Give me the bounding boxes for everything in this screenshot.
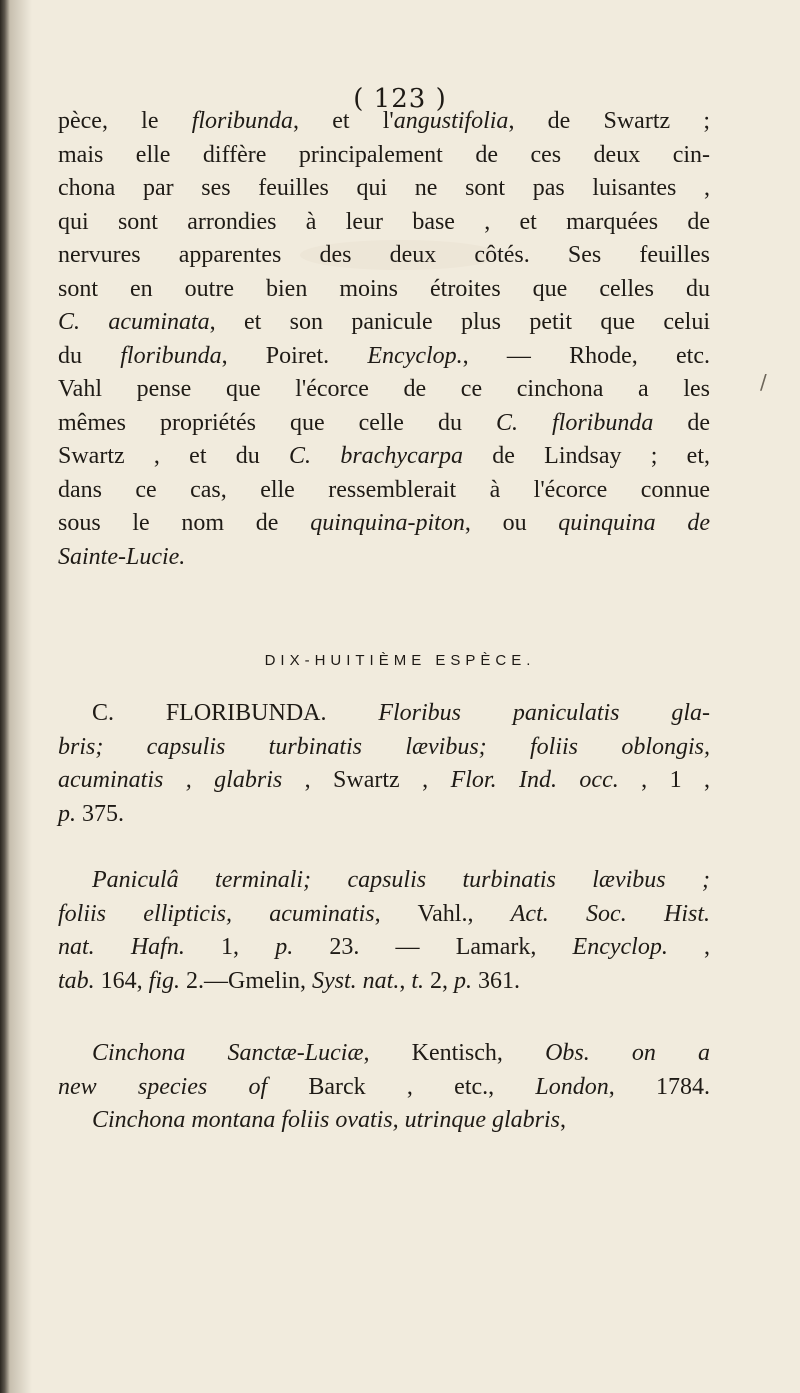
text-run: 1, (184, 934, 276, 960)
text-run: 2.—Gmelin, (180, 967, 313, 994)
text-run: , — Rhode, etc. (462, 342, 711, 369)
text-line (58, 139, 710, 173)
text-run: , (560, 1107, 567, 1133)
italic-run: quinquina-piton (310, 510, 465, 536)
text-run: mêmes propriétés que celle du (58, 409, 496, 436)
text-run: C. FLORIBUNDA. (92, 700, 379, 726)
italic-run: angustifolia (393, 108, 509, 134)
italic-run: nat. Hafn. (58, 934, 185, 960)
text-run: de (653, 409, 711, 436)
text-run: , et l' (293, 108, 394, 134)
text-run: mais elle diffère principalement de ces deux cin- (58, 141, 710, 168)
text-run: Vahl pense que l'écorce de ce cinchona a les (58, 376, 710, 402)
italic-run: bris; capsulis turbinatis lævibus; foliis oblongis, (58, 733, 710, 760)
text-line (58, 864, 710, 898)
text-run: , 1 , (618, 767, 711, 793)
text-line (58, 898, 710, 932)
italic-run: Encyclop. (572, 934, 668, 960)
text-line (58, 172, 710, 206)
italic-run: Obs. on a (545, 1040, 711, 1066)
citation-montana (58, 1104, 710, 1138)
italic-run: p. (454, 967, 473, 994)
text-run: , 1784. (608, 1073, 710, 1100)
text-run: Barck , etc., (267, 1073, 536, 1100)
text-line (58, 440, 710, 474)
page-number: ( 123 ) (353, 84, 447, 114)
paragraph-description (58, 105, 710, 574)
text-line (58, 731, 710, 765)
italic-run: C. brachycarpa (289, 443, 463, 469)
text-line (58, 541, 710, 575)
text-line (58, 474, 710, 508)
italic-run: Syst. nat. (312, 967, 400, 994)
italic-run: p. (275, 934, 294, 960)
text-run: du (58, 342, 121, 369)
citation-vahl (58, 864, 710, 998)
italic-run: London (535, 1073, 609, 1100)
italic-run: Cinchona montana foliis ovatis, utrinque glabris (92, 1107, 561, 1133)
margin-mark: / (760, 370, 767, 394)
italic-run: tab. (58, 967, 95, 994)
text-line (58, 1071, 710, 1105)
text-run: , (667, 934, 711, 960)
text-run: , Kentisch, (363, 1040, 546, 1066)
citation-kentisch (58, 1037, 710, 1104)
text-run: sous le nom de (58, 510, 311, 536)
text-line (58, 407, 710, 441)
text-line (58, 764, 710, 798)
gutter-shadow (10, 0, 32, 1393)
section-heading: DIX-HUITIÈME ESPÈCE. (264, 652, 536, 669)
text-run: dans ce cas, elle ressemblerait à l'écorce connue (58, 476, 710, 503)
text-run: , Swartz , (282, 767, 451, 793)
italic-run: new species of (58, 1073, 268, 1100)
text-line (58, 1037, 710, 1071)
text-line (58, 340, 710, 374)
text-line (58, 239, 710, 273)
italic-run: C. floribunda (495, 409, 654, 436)
italic-run: Flor. Ind. occ. (450, 767, 619, 793)
italic-run: Paniculâ terminali; capsulis turbinatis lævibus ; (92, 867, 710, 893)
text-line (58, 105, 710, 139)
text-run: qui sont arrondies à leur base , et marquées de (58, 208, 710, 235)
text-line (58, 965, 710, 999)
text-run: chona par ses feuilles qui ne sont pas luisantes , (58, 175, 710, 201)
text-run: pèce, le (58, 108, 192, 134)
text-run: 23. — Lamark, (293, 934, 573, 960)
text-line (58, 697, 710, 731)
text-line (58, 931, 710, 965)
italic-run: C. acuminata (58, 309, 210, 335)
italic-run: foliis ellipticis, acuminatis (58, 900, 375, 927)
italic-run: Floribus paniculatis gla- (378, 700, 710, 726)
text-run: , ou (464, 510, 559, 536)
text-run: , Vahl., (374, 900, 511, 927)
italic-run: quinquina de (558, 510, 710, 536)
text-line (58, 1104, 710, 1138)
italic-run: floribunda (191, 108, 294, 134)
text-run: 2, (424, 967, 455, 994)
text-run: , et son panicule plus petit que celui (209, 309, 710, 335)
italic-run: p. (58, 800, 76, 827)
text-run: de Lindsay ; et, (462, 443, 710, 469)
text-run: , Poiret. (221, 342, 368, 369)
italic-run: Encyclop. (367, 342, 463, 369)
italic-run: Cinchona Sanctæ-Luciæ (92, 1040, 364, 1066)
book-gutter (0, 0, 10, 1393)
italic-run: floribunda (120, 342, 222, 369)
text-line (58, 798, 710, 832)
text-line (58, 273, 710, 307)
text-run: 164, (94, 967, 149, 994)
text-run: 375. (76, 800, 124, 827)
text-run: sont en outre bien moins étroites que celles du (58, 275, 710, 302)
text-run: , (399, 967, 412, 994)
text-line (58, 306, 710, 340)
italic-run: Act. Soc. Hist. (510, 900, 711, 927)
text-line (58, 507, 710, 541)
italic-run: acuminatis , glabris (58, 767, 283, 793)
text-run: 361. (472, 967, 521, 994)
text-line (58, 373, 710, 407)
text-run: Swartz , et du (58, 443, 290, 469)
text-line (58, 206, 710, 240)
text-run: nervures apparentes des deux côtés. Ses feuilles (58, 242, 710, 268)
italic-run: t. (411, 967, 425, 994)
italic-run: fig. (148, 967, 181, 994)
italic-run: Sainte-Lucie. (58, 543, 186, 570)
species-entry (58, 697, 710, 831)
text-run: , de Swartz ; (508, 108, 711, 134)
